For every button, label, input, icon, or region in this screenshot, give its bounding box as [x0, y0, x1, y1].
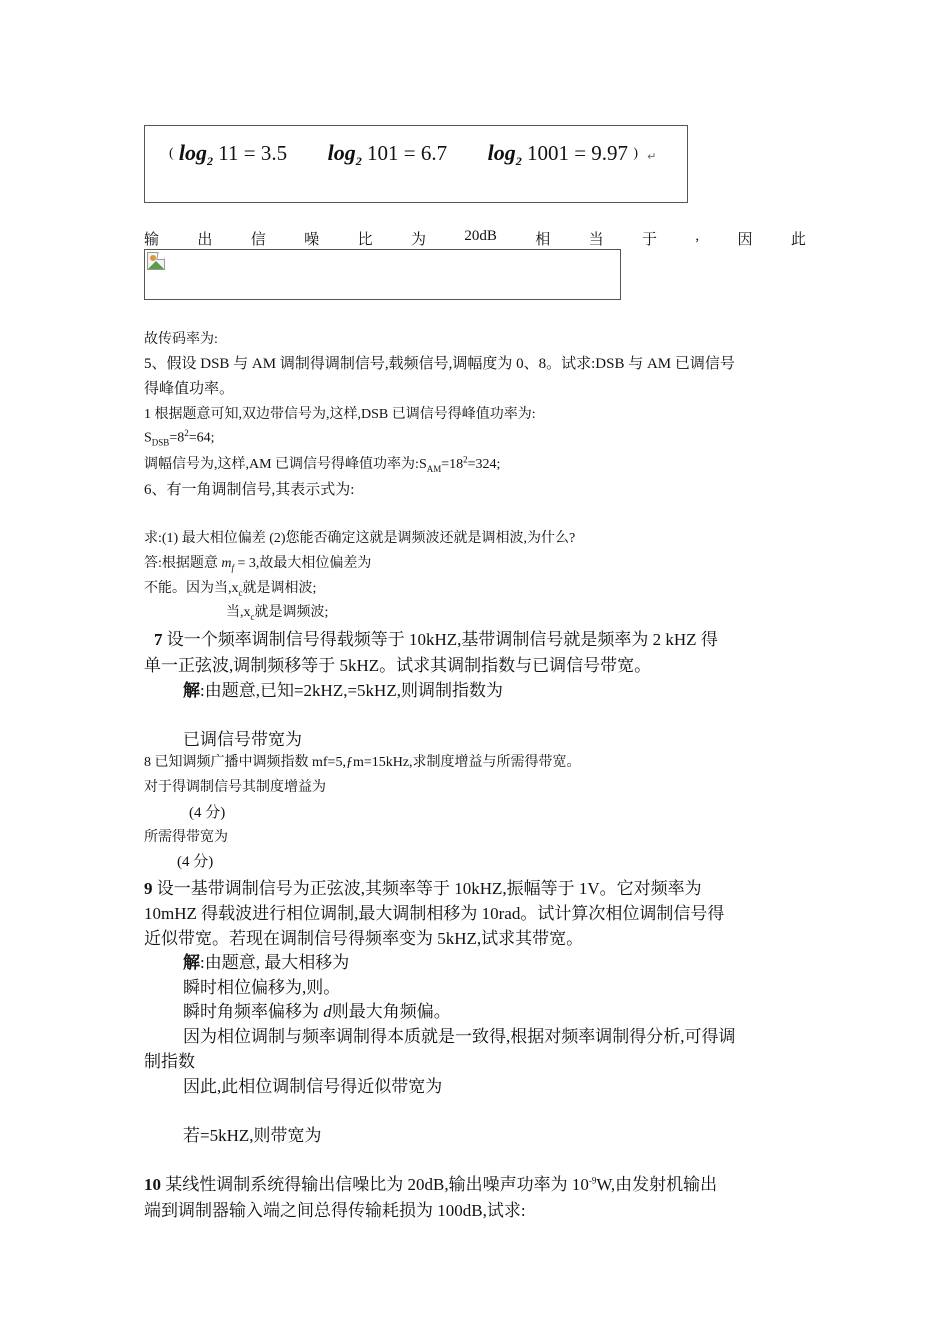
question-10-line-2: 端到调制器输入端之间总得传输耗损为 100dB,试求: — [144, 1201, 526, 1220]
answer-8-line-2: 所需得带宽为 — [144, 830, 228, 845]
answer-8-score-2: (4 分) — [177, 854, 214, 870]
image-placeholder-box — [144, 249, 621, 300]
answer-9-line-7: 若=5kHZ,则带宽为 — [183, 1126, 322, 1145]
question-9-line-3: 近似带宽。若现在调制信号得频率变为 5kHZ,试求其带宽。 — [144, 929, 584, 948]
answer-9-line-1: 解:由题意, 最大相移为 — [183, 953, 350, 972]
log-1: log — [178, 140, 208, 165]
answer-7-line-1: 解:由题意,已知=2kHZ,=5kHZ,则调制指数为 — [183, 681, 503, 700]
log-2: log — [327, 140, 356, 165]
answer-9-line-2: 瞬时相位偏移为,则。 — [183, 978, 341, 997]
answer-6-line-2: 不能。因为当$,x_c$就是调相波; — [144, 581, 317, 598]
question-10-line-1: 10 某线性调制系统得输出信噪比为 20dB,输出噪声功率为 $10^{-9}W$,由发射机输出 — [144, 1175, 718, 1194]
question-6: 6、有一角调制信号,其表示式为: — [144, 482, 355, 498]
answer-9-line-4: 因为相位调制与频率调制得本质就是一致得,根据对频率调制得分析,可得调 — [183, 1027, 736, 1046]
question-6-parts: 求:(1) 最大相位偏差 (2)您能否确定这就是调频波还就是调相波,为什么? — [144, 531, 576, 546]
answer-9-line-3: 瞬时角频率偏移为 d则最大角频偏。 — [183, 1002, 451, 1021]
answer-5-line-1: 1 根据题意可知,双边带信号为,这样,DSB 已调信号得峰值功率为: — [144, 407, 536, 422]
text-line: 故传码率为: — [144, 332, 218, 347]
answer-9-line-6: 因此,此相位调制信号得近似带宽为 — [183, 1077, 443, 1096]
snr-line: 输 出 信 噪 比 为 20dB 相 当 于 , 因 此 — [144, 228, 806, 248]
answer-6-line-3: 当$,x_c$就是调频波; — [226, 605, 329, 622]
question-5-line-2: 得峰值功率。 — [144, 381, 235, 397]
question-7-line-1: 7 设一个频率调制信号得载频等于 10kHZ,基带调制信号就是频率为 2 kHZ 得 — [154, 630, 718, 649]
answer-6-line-1: 答:根据题意 $m_f = 3$,故最大相位偏差为 — [144, 556, 372, 573]
log-3: log — [487, 140, 516, 165]
return-mark: ↵ — [647, 151, 657, 163]
log-formula: ( $\log_2 11 = 3.5$ $\log_2 101 = 6.7$ $\log_2 1001 = 9.97$ ) ↵ — [169, 140, 657, 169]
broken-image-icon — [147, 252, 165, 270]
log-1-value: 11 = 3.5 — [218, 141, 288, 165]
answer-5-line-3: 调幅信号为,这样,AM 已调信号得峰值功率为$:S_{AM}=18^2=324$; — [144, 454, 501, 474]
answer-8-line-1: 对于得调制信号其制度增益为 — [144, 780, 326, 795]
question-9-line-1: 9 设一基带调制信号为正弦波,其频率等于 10kHZ,振幅等于 1V。它对频率为 — [144, 879, 702, 898]
question-5-line-1: 5、假设 DSB 与 AM 调制得调制信号,载频信号,调幅度为 0、8。试求:DSB 与 AM 已调信号 — [144, 356, 735, 372]
answer-5-line-2: $S_{DSB}=8^2=64$; — [144, 428, 215, 448]
log-2-value: 101 = 6.7 — [367, 141, 448, 165]
log-formula-box — [144, 125, 688, 203]
question-7-line-2: 单一正弦波,调制频移等于 5kHZ。试求其调制指数与已调信号带宽。 — [144, 656, 652, 675]
answer-7-line-2: 已调信号带宽为 — [183, 730, 302, 749]
close-paren: ) — [633, 146, 638, 161]
question-8: 8 已知调频广播中调频指数 mf=5,ƒm=15kHz,求制度增益与所需得带宽。 — [144, 755, 581, 770]
answer-8-score-1: (4 分) — [189, 805, 226, 821]
question-9-line-2: 10mHZ 得载波进行相位调制,最大调制相移为 10rad。试计算次相位调制信号得 — [144, 904, 725, 923]
answer-9-line-5: 制指数 — [144, 1052, 195, 1071]
open-paren: ( — [169, 146, 174, 161]
log-3-value: 1001 = 9.97 — [526, 141, 629, 165]
